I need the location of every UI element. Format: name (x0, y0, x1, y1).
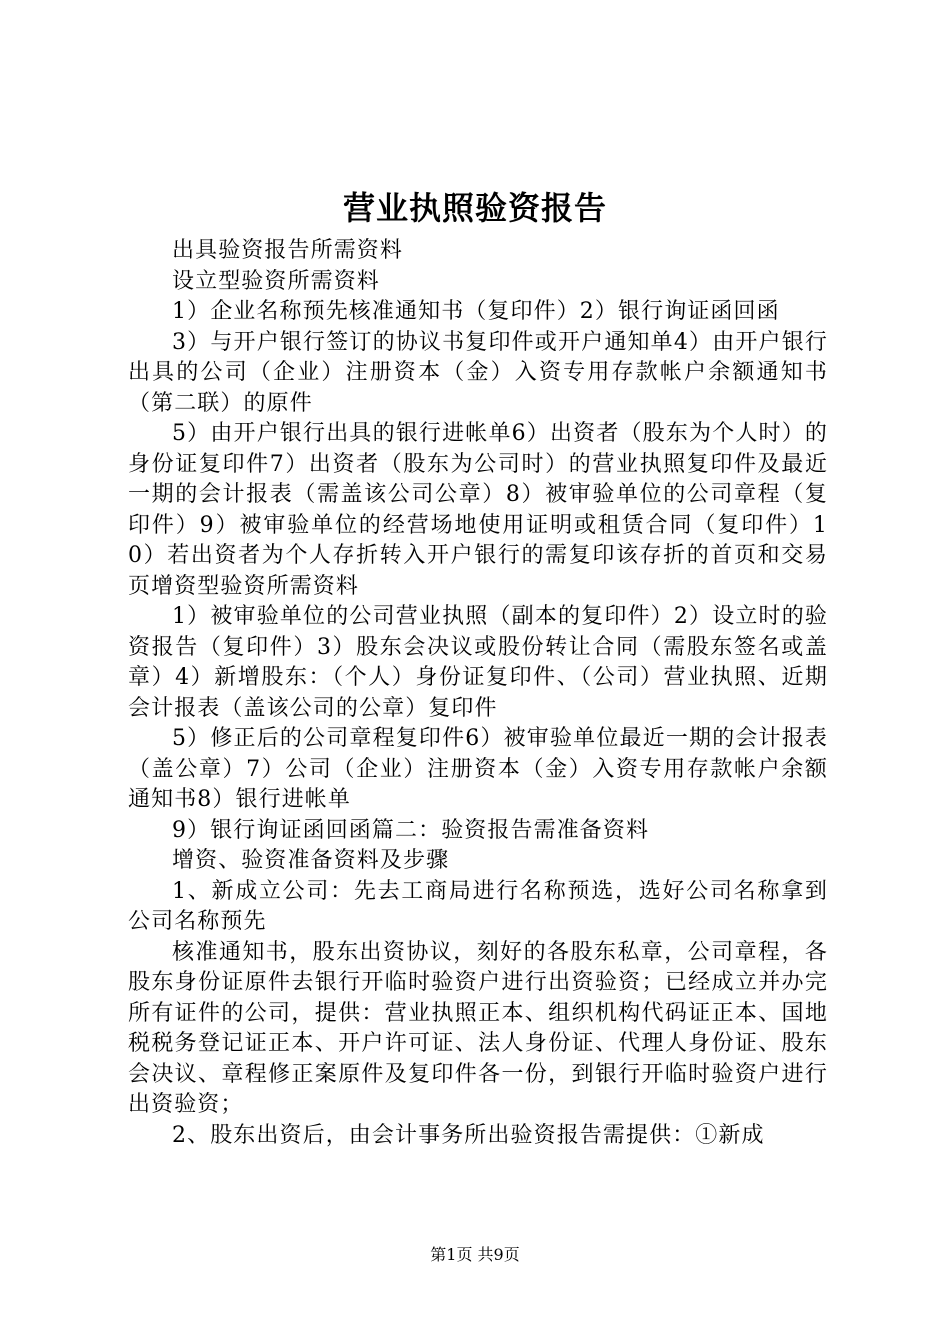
paragraph: 2、股东出资后，由会计事务所出验资报告需提供：①新成 (172, 1122, 765, 1148)
paragraph: 设立型验资所需资料 (172, 268, 380, 294)
document-body (128, 236, 828, 1151)
paragraph: 1）被审验单位的公司营业执照（副本的复印件）2）设立时的验资报告（复印件）3）股东会决议或股份转让合同（需股东签名或盖章）4）新增股东：（个人）身份证复印件、（公司）营业执照、近期会计报表（盖该公司的公章）复印件 (128, 604, 828, 721)
document-title: 营业执照验资报告 (342, 189, 607, 227)
paragraph: 1）企业名称预先核准通知书（复印件）2）银行询证函回函 (172, 299, 780, 324)
paragraph: 3）与开户银行签订的协议书复印件或开户通知单4）由开户银行出具的公司（企业）注册资本（金）入资专用存款帐户余额通知书（第二联）的原件 (128, 329, 828, 416)
paragraph: 9）银行询证函回函篇二：验资报告需准备资料 (172, 817, 650, 843)
page-footer: 第1页 共9页 (430, 1245, 520, 1264)
paragraph: 核准通知书，股东出资协议，刻好的各股东私章，公司章程，各股东身份证原件去银行开临时验资户进行出资验资；已经成立并办完所有证件的公司，提供：营业执照正本、组织机构代码证正本、国地税税务登记证正本、开户许可证、法人身份证、代理人身份证、股东会决议、章程修正案原件及复印件各一份，到银行开临时验资户进行出资验资； (128, 939, 828, 1117)
paragraph: 5）修正后的公司章程复印件6）被审验单位最近一期的会计报表（盖公章）7）公司（企业）注册资本（金）入资专用存款帐户余额通知书8）银行进帐单 (128, 726, 828, 812)
paragraph: 1、新成立公司：先去工商局进行名称预选，选好公司名称拿到公司名称预先 (128, 878, 828, 934)
paragraph: 增资、验资准备资料及步骤 (172, 848, 450, 873)
paragraph: 出具验资报告所需资料 (172, 238, 404, 263)
paragraph: 5）由开户银行出具的银行进帐单6）出资者（股东为个人时）的身份证复印件7）出资者（股东为公司时）的营业执照复印件及最近一期的会计报表（需盖该公司公章）8）被审验单位的公司章程（复印件）9）被审验单位的经营场地使用证明或租赁合同（复印件）10）若出资者为个人存折转入开户银行的需复印该存折的首页和交易页增资型验资所需资料 (128, 421, 828, 599)
